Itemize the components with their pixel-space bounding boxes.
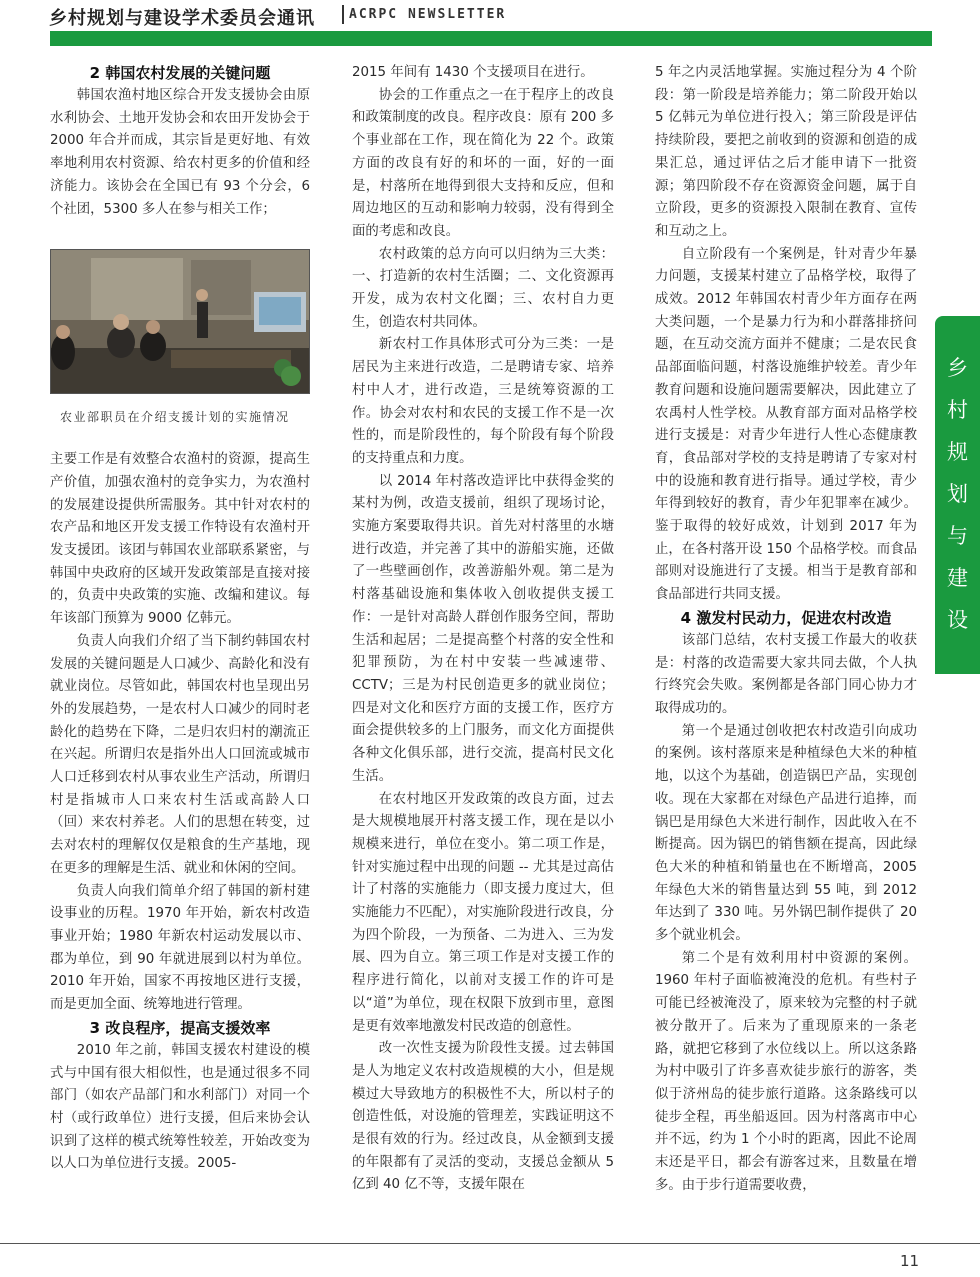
paragraph: 农村政策的总方向可以归纳为三大类：一、打造新的农村生活圈；二、文化资源再开发，成为农村文化圈；三、农村自力更生，创造农村共同体。: [352, 246, 614, 330]
side-tab-char: 与: [947, 524, 968, 548]
header-separator: [342, 5, 344, 24]
paragraph: 第一个是通过创收把农村改造引向成功的案例。该村落原来是种植绿色大米的种植地，以这个为基础，创造锅巴产品，实现创收。现在大家都在对绿色产品进行追捧，而锅巴是用绿色大米进行制作，因此收入在不断提高。因为锅巴的销售额在提高，因此绿色大米的种植和销量也在不断增高，2005 年绿色大米的销售量达到 55 吨，到 2012 年达到了 330 吨。另外锅巴制作提供了 20 多个就业机会。: [655, 723, 917, 944]
newsletter-title-en: ACRPC NEWSLETTER: [349, 7, 507, 22]
section-heading-2: 2 韩国农村发展的关键问题: [89, 64, 271, 82]
photo-caption: 农业部职员在介绍支援计划的实施情况: [60, 410, 290, 425]
side-tab-char: 乡: [947, 356, 968, 380]
paragraph: 以 2014 年村落改造评比中获得金奖的某村为例，改造支援前，组织了现场讨论，实施方案要取得共识。首先对村落里的水塘进行改造，并完善了其中的游船实施，还做了一些壁画创作，改善游船外观。第二是为村落基础设施和集体收入创收提供支援工作：一是针对高龄人群创作服务空间，帮助生活和起居；二是提高整个村落的安全性和犯罪预防，为在村中安装一些减速带、CCTV；三是为村民创造更多的就业岗位；四是对文化和医疗方面的支援工作，医疗方面会提供较多的上门服务，而文化方面提供各种文化俱乐部，进行交流，提高村民文化生活。: [352, 473, 614, 784]
paragraph: 2015 年间有 1430 个支援项目在进行。: [352, 65, 594, 80]
paragraph: 5 年之内灵活地掌握。实施过程分为 4 个阶段：第一阶段是培养能力；第二阶段开始以 5 亿韩元为单位进行投入；第三阶段是评估持续阶段，要把之前收到的资源和创造的成果汇总，通过评估之后才能申请下一批资源；第四阶段不存在资源资金问题，属于自立阶段，更多的资源投入限制在教育、宣传和互动之上。: [655, 65, 917, 239]
section-heading-4: 4 激发村民动力，促进农村改造: [680, 608, 892, 627]
paragraph: 主要工作是有效整合农渔村的资源，提高生产价值，加强农渔村的竞争实力，为农渔村的发展建设提供所需服务。其中针对农村的农产品和地区开发支援工作特设有农渔村开发支援团。该团与韩国农业部联系紧密，与韩国中央政府的区域开发政策部是直接对接的，负责中央政策的实施、改编和建议。每年该部门预算为 9000 亿韩元。: [50, 452, 310, 627]
meeting-photo-image: [51, 250, 309, 393]
side-tab-char: 村: [947, 398, 968, 422]
side-tab-char: 规: [947, 440, 968, 464]
paragraph: 韩国农渔村地区综合开发支援协会由原水利协会、土地开发协会和农田开发协会于 2000 年合并而成，其宗旨是更好地、有效率地利用农村资源、给农村更多的价值和经济能力。该协会在全国已有 93 个分会，6 个社团，5300 多人在参与相关工作；: [50, 88, 310, 217]
side-tab-char: 设: [947, 608, 968, 632]
section-side-tab: [935, 316, 980, 674]
side-tab-char: 划: [947, 482, 968, 506]
paragraph: 在农村地区开发政策的改良方面，过去是大规模地展开村落支援工作，现在是以小规模来进行，单位在变小。第二项工作是，针对实施过程中出现的问题 -- 尤其是过高估计了村落的实施能力（即支援力度过大，但实施能力不匹配），对实施阶段进行改良，分为四个阶段，一为预备、二为进入、三为发展、四为自立。第三项工作是对支援工作的程序进行简化，以前对支援工作的许可是以“道”为单位，现在权限下放到市里，意图是更有效率地激发村民改造的创意性。: [352, 791, 614, 1034]
paragraph: 协会的工作重点之一在于程序上的改良和政策制度的改良。程序改良：原有 200 多个事业部在工作，现在简化为 22 个。政策方面的改良有好的和坏的一面，好的一面是，村落所在地得到很大支持和反应，但和周边地区的互动和影响力较弱，没有得到全面的考虑和改良。: [352, 87, 614, 239]
paragraph: 第二个是有效利用村中资源的案例。1960 年村子面临被淹没的危机。有些村子可能已经被淹没了，原来较为完整的村子就被分散开了。后来为了重现原来的一条老路，就把它移到了水位线以上。所以这条路为村中吸引了许多喜欢徒步旅行的游客，类似于济州岛的徒步旅行道路。这条路线可以徒步全程，再坐船返回。因为村落离市中心并不远，约为 1 个小时的距离，因此不论周末还是平日，都会有游客过来，且数量在增多。由于步行道需要收费，: [655, 950, 917, 1193]
meeting-photo: [50, 249, 310, 394]
paragraph: 该部门总结，农村支援工作最大的收获是：村落的改造需要大家共同去做，个人执行终究会失败。案例都是各部门同心协力才取得成功的。: [655, 632, 917, 716]
paragraph: 2010 年之前，韩国支援农村建设的模式与中国有很大相似性，也是通过很多不同部门（如农产品部门和水利部门）对同一个村（或行政单位）进行支援，但后来协会认识到了这样的模式统筹性较差，开始改变为以人口为单位进行支援。2005-: [50, 1042, 310, 1172]
paragraph: 改一次性支援为阶段性支援。过去韩国是人为地定义农村改造规模的大小，但是规模过大导致地方的积极性不大，所以村子的创造性低，对设施的管理差，实践证明这不是很有效的行为。经过改良，从金额到支援的年限都有了灵活的变动，支援总金额从 5 亿到 40 亿不等，支援年限在: [352, 1041, 614, 1193]
footer-rule: [0, 1243, 980, 1244]
column-middle: [352, 62, 614, 1197]
newsletter-header: [40, 0, 940, 30]
section-heading-3: 3 改良程序，提高支援效率: [89, 1018, 271, 1037]
paragraph: 负责人向我们介绍了当下制约韩国农村发展的关键问题是人口减少、高龄化和没有就业岗位。尽管如此，韩国农村也呈现出另外的发展趋势，一是农村人口减少的同时老龄化的趋势在下降，二是归农归村的潮流正在兴起。所谓归农是指外出人口回流或城市人口迁移到农村从事农业生产活动，所谓归村是指城市人口来农村生活或高龄人口（回）来农村养老。人们的思想在转变，过去对农村的理解仅仅是粮食的生产基地，现在更多的理解是生活、就业和休闲的空间。: [50, 633, 310, 876]
paragraph: 自立阶段有一个案例是，针对青少年暴力问题，支援某村建立了品格学校，取得了成效。2012 年韩国农村青少年方面存在两大类问题，一个是暴力行为和小群落排挤问题，在互动交流方面并不健康；二是农民食品部面临问题，村落设施维护较差。青少年教育问题和设施问题需要解决，因此建立了农禹村人性学校。从教育部方面对品格学校进行支援是：对青少年进行人性心态健康教育，食品部对学校的支持是聘请了专家对村中的设施和教育进行指导。通过学校，青少年得到较好的教育，青少年犯罪率在减少。鉴于取得的较好成效，计划到 2017 年为止，在各村落开设 150 个品格学校。而食品部则对设施进行了支援。相当于是教育部和食品部进行共同支援。: [655, 246, 917, 603]
column-left: [50, 62, 310, 1176]
paragraph: 负责人向我们简单介绍了韩国的新村建设事业的历程。1970 年开始，新农村改造事业开始；1980 年新农村运动发展以市、郡为单位，到 90 年就进展到以村为单位。2010 年开始，国家不再按地区进行支援，而是更加全面、统筹地进行管理。: [50, 883, 310, 1013]
paragraph: 新农村工作具体形式可分为三类：一是居民为主来进行改造，二是聘请专家、培养村中人才，进行改造，三是统筹资源的工作。协会对农村和农民的支援工作不是一次性的，而是阶段性的，每个阶段有每个阶段的支持重点和力度。: [352, 337, 614, 466]
page-number: 11: [900, 1252, 920, 1270]
column-right: [655, 62, 917, 1197]
side-tab-char: 建: [947, 566, 968, 590]
header-green-bar: [50, 31, 932, 46]
newsletter-title-cn: 乡村规划与建设学术委员会通讯: [49, 8, 315, 29]
